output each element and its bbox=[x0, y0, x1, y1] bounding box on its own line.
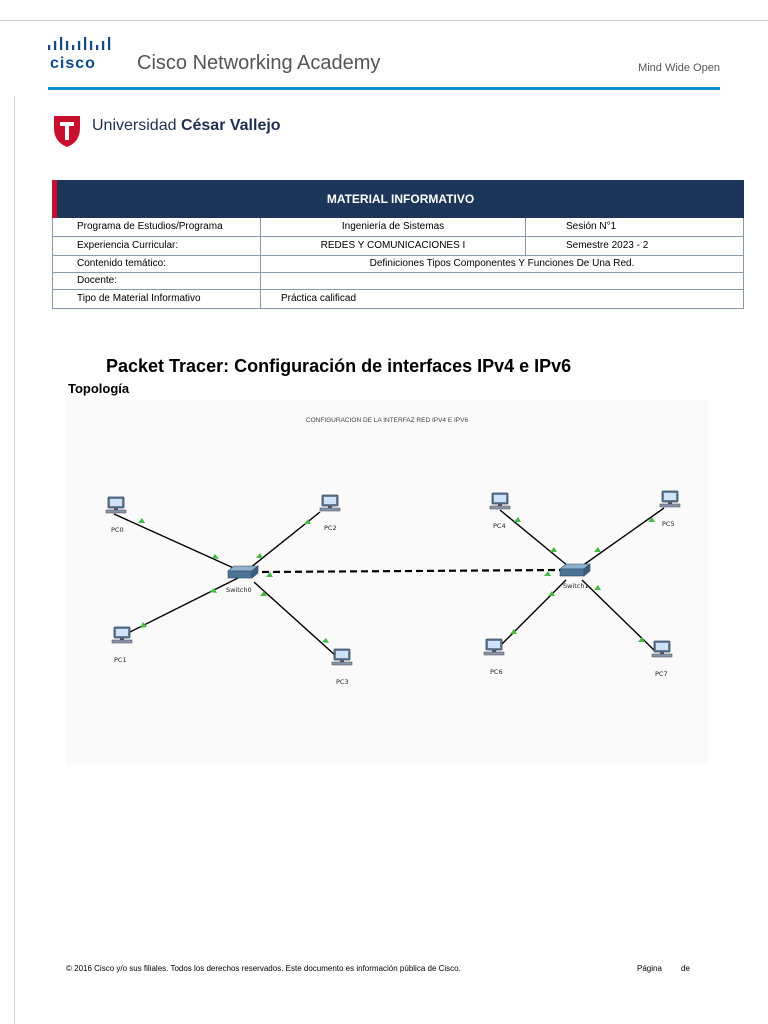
pc0-label: PC0 bbox=[111, 526, 124, 534]
topology-caption: CONFIGURACION DE LA INTERFAZ RED IPV4 E IPV6 bbox=[305, 417, 469, 424]
link-pc1-switch0 bbox=[122, 578, 238, 636]
switch0-icon bbox=[228, 566, 258, 578]
pc2-label: PC2 bbox=[324, 524, 337, 532]
page-left-edge bbox=[14, 96, 15, 1024]
pc0-icon bbox=[106, 497, 126, 513]
link-status-indicators bbox=[138, 517, 655, 643]
footer-copyright: © 2016 Cisco y/o sus filiales. Todos los derechos reservados. Este documento es información pública de Cisco. bbox=[66, 964, 461, 973]
switch0-label: Switch0 bbox=[226, 586, 252, 594]
university-name-bold: César Vallejo bbox=[180, 117, 281, 134]
row-label: Programa de Estudios/Programa bbox=[53, 218, 261, 236]
link-pc3-switch0 bbox=[254, 582, 336, 656]
link-pc0-switch0 bbox=[114, 514, 238, 570]
academy-title: Cisco Networking Academy bbox=[137, 52, 381, 74]
table-row bbox=[53, 289, 743, 308]
cisco-header bbox=[0, 20, 768, 96]
pc5-label: PC5 bbox=[662, 520, 675, 528]
link-pc6-switch1 bbox=[492, 580, 566, 654]
university-name bbox=[92, 117, 281, 135]
row-extra: Semestre 2023 - 2 bbox=[566, 240, 649, 251]
table-row bbox=[53, 236, 743, 255]
link-pc2-switch0 bbox=[250, 512, 320, 568]
pc4-icon bbox=[490, 493, 510, 509]
cisco-wordmark: cisco bbox=[50, 55, 96, 72]
row-extra: Sesión N°1 bbox=[566, 221, 617, 232]
row-value: Definiciones Tipos Componentes Y Funciones De Una Red. bbox=[369, 258, 635, 269]
row-label: Tipo de Material Informativo bbox=[53, 290, 261, 308]
pc5-icon bbox=[660, 491, 680, 507]
switch1-icon bbox=[560, 564, 590, 576]
pc7-label: PC7 bbox=[655, 670, 668, 678]
row-label: Docente: bbox=[53, 273, 261, 289]
row-value: Ingeniería de Sistemas bbox=[261, 218, 526, 236]
topology-canvas bbox=[66, 400, 708, 764]
pc3-label: PC3 bbox=[336, 678, 349, 686]
link-switch0-switch1 bbox=[262, 570, 560, 572]
table-row bbox=[53, 218, 743, 236]
footer-page-label: Página bbox=[637, 964, 662, 973]
row-value bbox=[261, 273, 743, 289]
pc6-label: PC6 bbox=[490, 668, 503, 676]
pc7-icon bbox=[652, 641, 672, 657]
footer-of-label: de bbox=[681, 964, 690, 973]
material-info-title: MATERIAL INFORMATIVO bbox=[52, 180, 744, 218]
pc1-icon bbox=[112, 627, 132, 643]
pc4-label: PC4 bbox=[493, 522, 506, 530]
university-name-prefix: Universidad bbox=[92, 117, 181, 134]
topology-heading: Topología bbox=[68, 381, 130, 396]
table-row bbox=[53, 272, 743, 289]
link-pc4-switch1 bbox=[500, 510, 568, 566]
row-label: Experiencia Curricular: bbox=[53, 237, 261, 255]
document-title: Packet Tracer: Configuración de interfaces IPv4 e IPv6 bbox=[106, 356, 572, 376]
row-value: Práctica calificad bbox=[281, 293, 357, 304]
pc6-icon bbox=[484, 639, 504, 655]
row-value: REDES Y COMUNICACIONES I bbox=[261, 237, 526, 255]
ucv-shield-icon bbox=[52, 114, 82, 148]
table-row bbox=[53, 255, 743, 272]
topology-diagram bbox=[66, 400, 708, 764]
pc2-icon bbox=[320, 495, 340, 511]
cisco-bars-icon bbox=[48, 36, 116, 52]
link-pc7-switch1 bbox=[582, 580, 656, 652]
switch1-label: Switch1 bbox=[563, 582, 589, 590]
pc1-label: PC1 bbox=[114, 656, 127, 664]
material-info-table bbox=[52, 180, 744, 309]
row-label: Contenido temático: bbox=[53, 256, 261, 272]
link-pc5-switch1 bbox=[582, 508, 664, 566]
header-accent-bar bbox=[48, 87, 720, 90]
tagline: Mind Wide Open bbox=[638, 62, 720, 74]
pc3-icon bbox=[332, 649, 352, 665]
